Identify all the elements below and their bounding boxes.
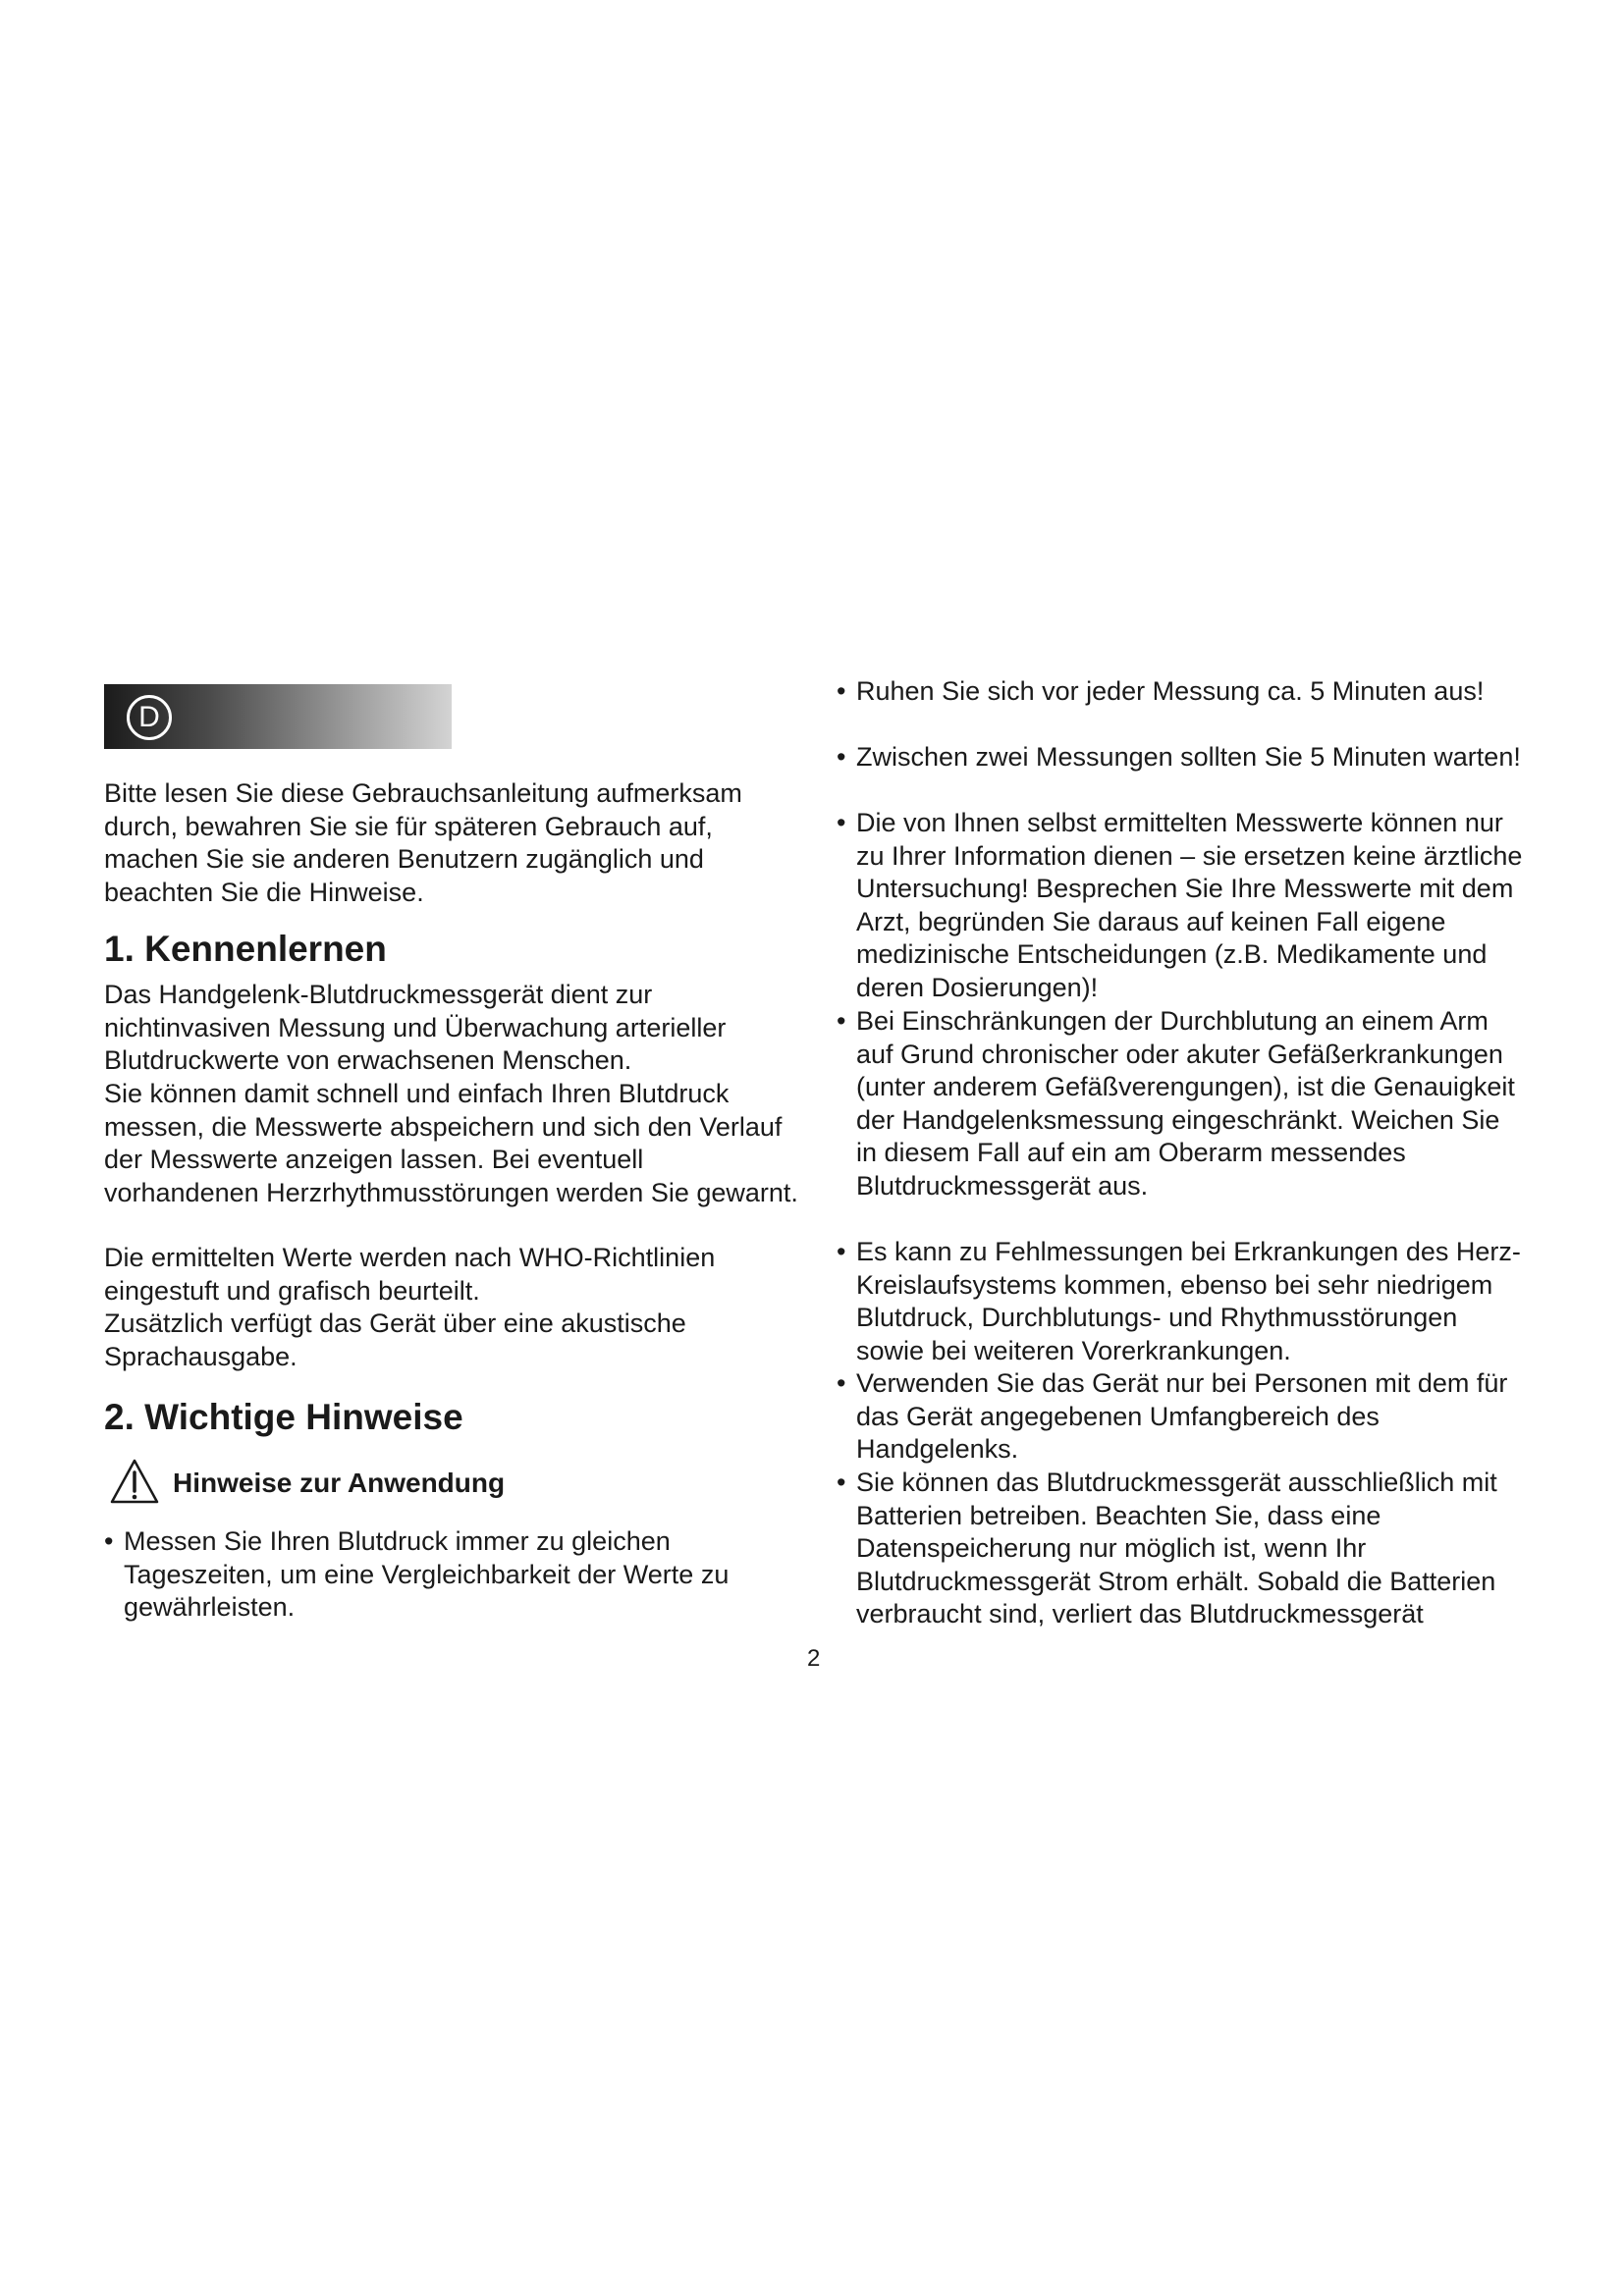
bullet-text: Die von Ihnen selbst ermittelten Messwerte können nur zu Ihrer Information dienen – sie ersetzen keine ärztliche Untersuchung! Besprechen Sie Ihre Messwerte mit dem Arzt, begründen Sie daraus auf keinen Fall eigene medizinische Entscheidungen (z.B. Medikamente und deren Dosierungen)! — [856, 808, 1523, 1002]
section-1-title: 1. Kennenlernen — [104, 929, 387, 969]
bullet-item-right-7: • Sie können das Blutdruckmessgerät ausschließlich mit Batterien betreiben. Beachten Sie, dass eine Datenspeicherung nur möglich ist, wenn Ihr Blutdruckmessgerät Strom erhält. Sobald die Batterien verbraucht sind, verliert das Blutdruckmessgerät — [837, 1467, 1524, 1631]
bullet-item-right-1: • Ruhen Sie sich vor jeder Messung ca. 5 Minuten aus! — [837, 675, 1524, 709]
bullet-text: Verwenden Sie das Gerät nur bei Personen mit dem für das Gerät angegebenen Umfangbereich des Handgelenks. — [856, 1368, 1508, 1464]
bullet-item-right-6: • Verwenden Sie das Gerät nur bei Personen mit dem für das Gerät angegebenen Umfangbereich des Handgelenks. — [837, 1367, 1524, 1467]
section-1-paragraph-3: Die ermittelten Werte werden nach WHO-Richtlinien eingestuft und grafisch beurteilt. — [104, 1243, 716, 1306]
bullet-text: Zwischen zwei Messungen sollten Sie 5 Minuten warten! — [856, 742, 1521, 772]
section-2-subtitle: Hinweise zur Anwendung — [173, 1468, 506, 1498]
bullet-text: Sie können das Blutdruckmessgerät ausschließlich mit Batterien betreiben. Beachten Sie, dass eine Datenspeicherung nur möglich ist, wenn Ihr Blutdruckmessgerät Strom erhält. Sobald die Batterien verbraucht sind, verliert das Blutdruckmessgerät — [856, 1468, 1497, 1629]
section-1-paragraph-1: Das Handgelenk-Blutdruckmessgerät dient zur nichtinvasiven Messung und Überwachung arterieller Blutdruckwerte von erwachsenen Menschen. — [104, 980, 727, 1075]
bullet-item-right-5: • Es kann zu Fehlmessungen bei Erkrankungen des Herz-Kreislaufsystems kommen, ebenso bei sehr niedrigem Blutdruck, Durchblutungs- und Rhythmusstörungen sowie bei weiteren Vorerkrankungen. — [837, 1236, 1524, 1367]
language-banner — [104, 684, 452, 749]
section-1-paragraph-2: Sie können damit schnell und einfach Ihren Blutdruck messen, die Messwerte abspeichern und sich den Verlauf der Messwerte anzeigen lassen. Bei eventuell vorhandenen Herzrhythmusstörungen werden Sie gewarnt. — [104, 1079, 798, 1207]
bullet-item-right-2: • Zwischen zwei Messungen sollten Sie 5 Minuten warten! — [837, 741, 1524, 774]
bullet-text: Messen Sie Ihren Blutdruck immer zu gleichen Tageszeiten, um eine Vergleichbarkeit der Werte zu gewährleisten. — [124, 1526, 730, 1622]
bullet-text: Bei Einschränkungen der Durchblutung an einem Arm auf Grund chronischer oder akuter Gefäßerkrankungen (unter anderem Gefäßverengungen), ist die Genauigkeit der Handgelenksmessung eingeschränkt. Weichen Sie in diesem Fall auf ein am Oberarm messendes Blutdruckmessgerät aus. — [856, 1006, 1515, 1201]
section-2-title: 2. Wichtige Hinweise — [104, 1397, 463, 1437]
bullet-item-right-4: • Bei Einschränkungen der Durchblutung an einem Arm auf Grund chronischer oder akuter Gefäßerkrankungen (unter anderem Gefäßverengungen), ist die Genauigkeit der Handgelenksmessung eingeschränkt. Weichen Sie in diesem Fall auf ein am Oberarm messendes Blutdruckmessgerät aus. — [837, 1005, 1524, 1202]
page-number: 2 — [807, 1645, 821, 1672]
bullet-item-right-3: • Die von Ihnen selbst ermittelten Messwerte können nur zu Ihrer Information dienen – sie ersetzen keine ärztliche Untersuchung! Besprechen Sie Ihre Messwerte mit dem Arzt, begründen Sie daraus auf keinen Fall eigene medizinische Entscheidungen (z.B. Medikamente und deren Dosierungen)! — [837, 807, 1524, 1004]
bullet-text: Ruhen Sie sich vor jeder Messung ca. 5 Minuten aus! — [856, 676, 1485, 706]
bullet-text: Es kann zu Fehlmessungen bei Erkrankungen des Herz-Kreislaufsystems kommen, ebenso bei sehr niedrigem Blutdruck, Durchblutungs- und Rhythmusstörungen sowie bei weiteren Vorerkrankungen. — [856, 1237, 1521, 1365]
intro-paragraph: Bitte lesen Sie diese Gebrauchsanleitung aufmerksam durch, bewahren Sie sie für späteren Gebrauch auf, machen Sie sie anderen Benutzern zugänglich und beachten Sie die Hinweise. — [104, 778, 742, 907]
language-badge: D — [127, 695, 172, 740]
bullet-item-left: • Messen Sie Ihren Blutdruck immer zu gleichen Tageszeiten, um eine Vergleichbarkeit der Werte zu gewährleisten. — [104, 1525, 801, 1625]
section-1-paragraph-4: Zusätzlich verfügt das Gerät über eine akustische Sprachausgabe. — [104, 1308, 686, 1371]
warning-icon — [110, 1459, 159, 1504]
